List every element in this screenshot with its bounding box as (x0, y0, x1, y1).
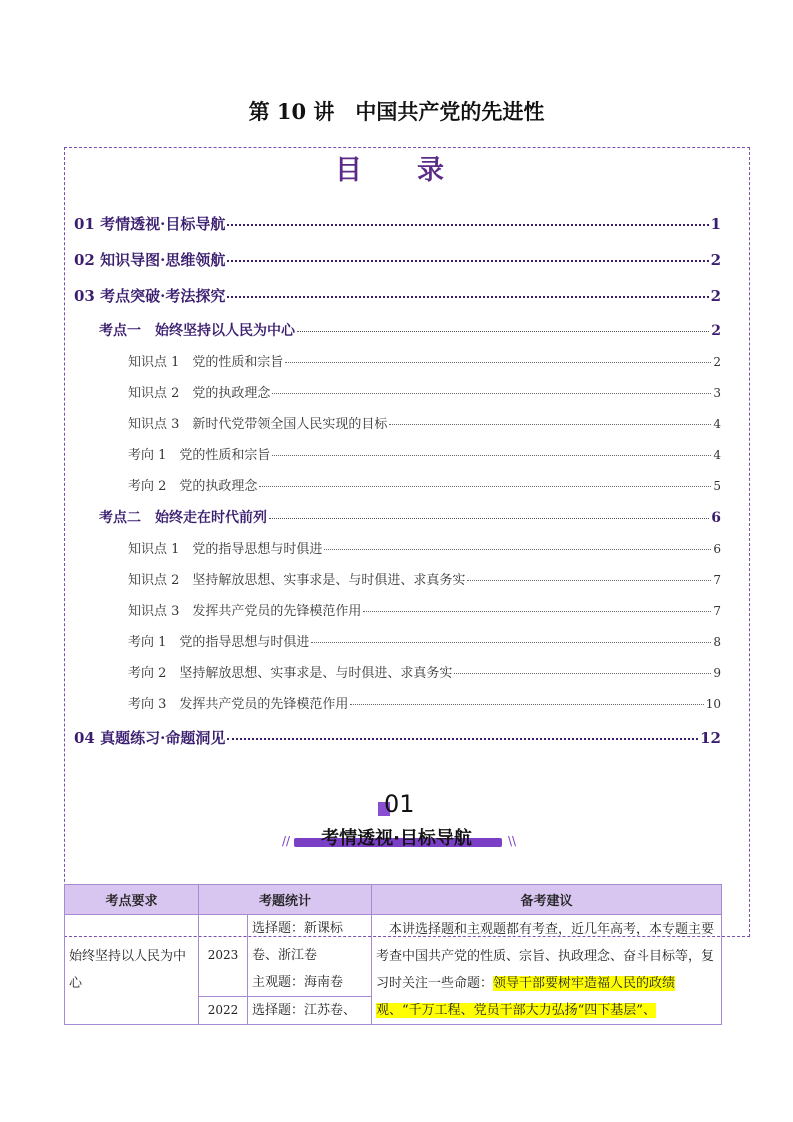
toc-item-label: 知识点 3 新时代党带领全国人民实现的目标 (128, 417, 388, 432)
toc-leader-dots (350, 704, 703, 705)
toc-item-label: 01 考情透视·目标导航 (74, 215, 226, 233)
toc-item[interactable] (74, 727, 721, 748)
toc-leader-dots (297, 331, 709, 332)
toc-item-page: 2 (710, 287, 721, 305)
toc-item-label: 知识点 1 党的指导思想与时俱进 (128, 542, 323, 557)
toc-leader-dots (227, 296, 708, 298)
toc-leader-dots (363, 611, 711, 612)
toc-leader-dots (272, 393, 711, 394)
stat-cell (248, 915, 372, 997)
toc-item-page: 7 (713, 604, 721, 618)
toc-item-label: 考向 1 党的性质和宗旨 (128, 448, 271, 463)
toc-leader-dots (311, 642, 711, 643)
toc-item-page: 6 (711, 510, 721, 526)
toc-item[interactable] (74, 213, 721, 234)
toc-item-page: 2 (713, 355, 721, 369)
toc-item[interactable] (128, 413, 721, 432)
header-advice: 备考建议 (372, 885, 722, 915)
toc-item-page: 4 (713, 417, 721, 431)
advice-highlight: 领导干部要树牢造福人民的政绩观、“千万工程、党员干部大力弘扬“四下基层”、 (376, 975, 676, 1018)
toc-item-label: 知识点 1 党的性质和宗旨 (128, 355, 284, 370)
toc-item-page: 3 (713, 386, 721, 400)
toc-item-label: 考点二 始终走在时代前列 (99, 510, 267, 526)
toc-item-page: 7 (713, 573, 721, 587)
toc-item[interactable] (128, 631, 721, 650)
toc-item-page: 2 (710, 251, 721, 269)
toc-leader-dots (389, 424, 711, 425)
toc-item[interactable] (128, 538, 721, 557)
toc-item[interactable] (128, 351, 721, 370)
toc-item-label: 知识点 2 坚持解放思想、实事求是、与时俱进、求真务实 (128, 573, 466, 588)
toc-item[interactable] (128, 693, 721, 712)
toc-item[interactable] (99, 507, 721, 527)
toc-item-label: 03 考点突破·考法探究 (74, 287, 226, 305)
topic-cell: 始终坚持以人民为中心 (65, 915, 199, 1025)
toc-item-label: 考向 2 党的执政理念 (128, 479, 258, 494)
toc-item[interactable] (74, 249, 721, 270)
toc-item[interactable] (128, 600, 721, 619)
toc-item-page: 1 (710, 215, 721, 233)
toc-leader-dots (324, 549, 711, 550)
table-row (65, 915, 722, 997)
toc-item[interactable] (128, 569, 721, 588)
toc-item-label: 考向 2 坚持解放思想、实事求是、与时俱进、求真务实 (128, 666, 453, 681)
section-number: 01 (384, 790, 415, 818)
toc-item[interactable] (74, 285, 721, 306)
toc-item[interactable] (128, 475, 721, 494)
toc-item-page: 2 (711, 323, 721, 339)
stat-cell: 选择题：江苏卷、 (248, 997, 372, 1025)
stat-line: 主观题：海南卷 (252, 975, 344, 990)
toc-item[interactable] (128, 444, 721, 463)
toc-leader-dots (227, 224, 708, 226)
toc-leader-dots (272, 455, 711, 456)
toc-item-page: 5 (713, 479, 721, 493)
header-requirement: 考点要求 (65, 885, 199, 915)
toc-item-page: 12 (700, 729, 721, 747)
section-banner: 考情透视·目标导航 (321, 828, 472, 849)
advice-cell (372, 915, 722, 1025)
advice-text: 本讲选择题和主观题都有考查，近几年高考，本专题主要考查中国共产党的性质、宗旨、执政理念、奋斗目标等，复习时关注一些命题： (376, 921, 715, 991)
toc-leader-dots (454, 673, 711, 674)
toc-item-label: 知识点 3 发挥共产党员的先锋模范作用 (128, 604, 362, 619)
banner-right-mark: \\ (508, 834, 517, 848)
toc-item-label: 考向 3 发挥共产党员的先锋模范作用 (128, 697, 349, 712)
document-title: 第 10 讲 中国共产党的先进性 (248, 99, 545, 124)
header-statistics: 考题统计 (199, 885, 372, 915)
toc-leader-dots (285, 362, 711, 363)
toc-item[interactable] (128, 662, 721, 681)
toc-heading: 目 录 (335, 155, 458, 186)
toc-item-page: 9 (713, 666, 721, 680)
toc-item-page: 4 (713, 448, 721, 462)
toc-item-page: 10 (705, 697, 721, 711)
toc-item-label: 考向 1 党的指导思想与时俱进 (128, 635, 310, 650)
toc-item[interactable] (128, 382, 721, 401)
toc-leader-dots (227, 738, 698, 740)
exam-requirements-table (64, 884, 722, 1025)
toc-item-label: 知识点 2 党的执政理念 (128, 386, 271, 401)
toc-item-label: 02 知识导图·思维领航 (74, 251, 226, 269)
toc-item-label: 04 真题练习·命题洞见 (74, 729, 226, 747)
stat-line: 选择题：新课标卷、浙江卷 (252, 921, 344, 963)
toc-leader-dots (467, 580, 711, 581)
toc-item-label: 考点一 始终坚持以人民为中心 (99, 323, 295, 339)
table-header-row (65, 885, 722, 915)
toc-leader-dots (269, 518, 709, 519)
year-cell: 2023 (199, 915, 248, 997)
toc-item[interactable] (99, 320, 721, 340)
toc-item-page: 6 (713, 542, 721, 556)
year-cell: 2022 (199, 997, 248, 1025)
toc-leader-dots (227, 260, 708, 262)
toc-item-page: 8 (713, 635, 721, 649)
toc-leader-dots (259, 486, 711, 487)
banner-left-mark: // (282, 834, 291, 848)
